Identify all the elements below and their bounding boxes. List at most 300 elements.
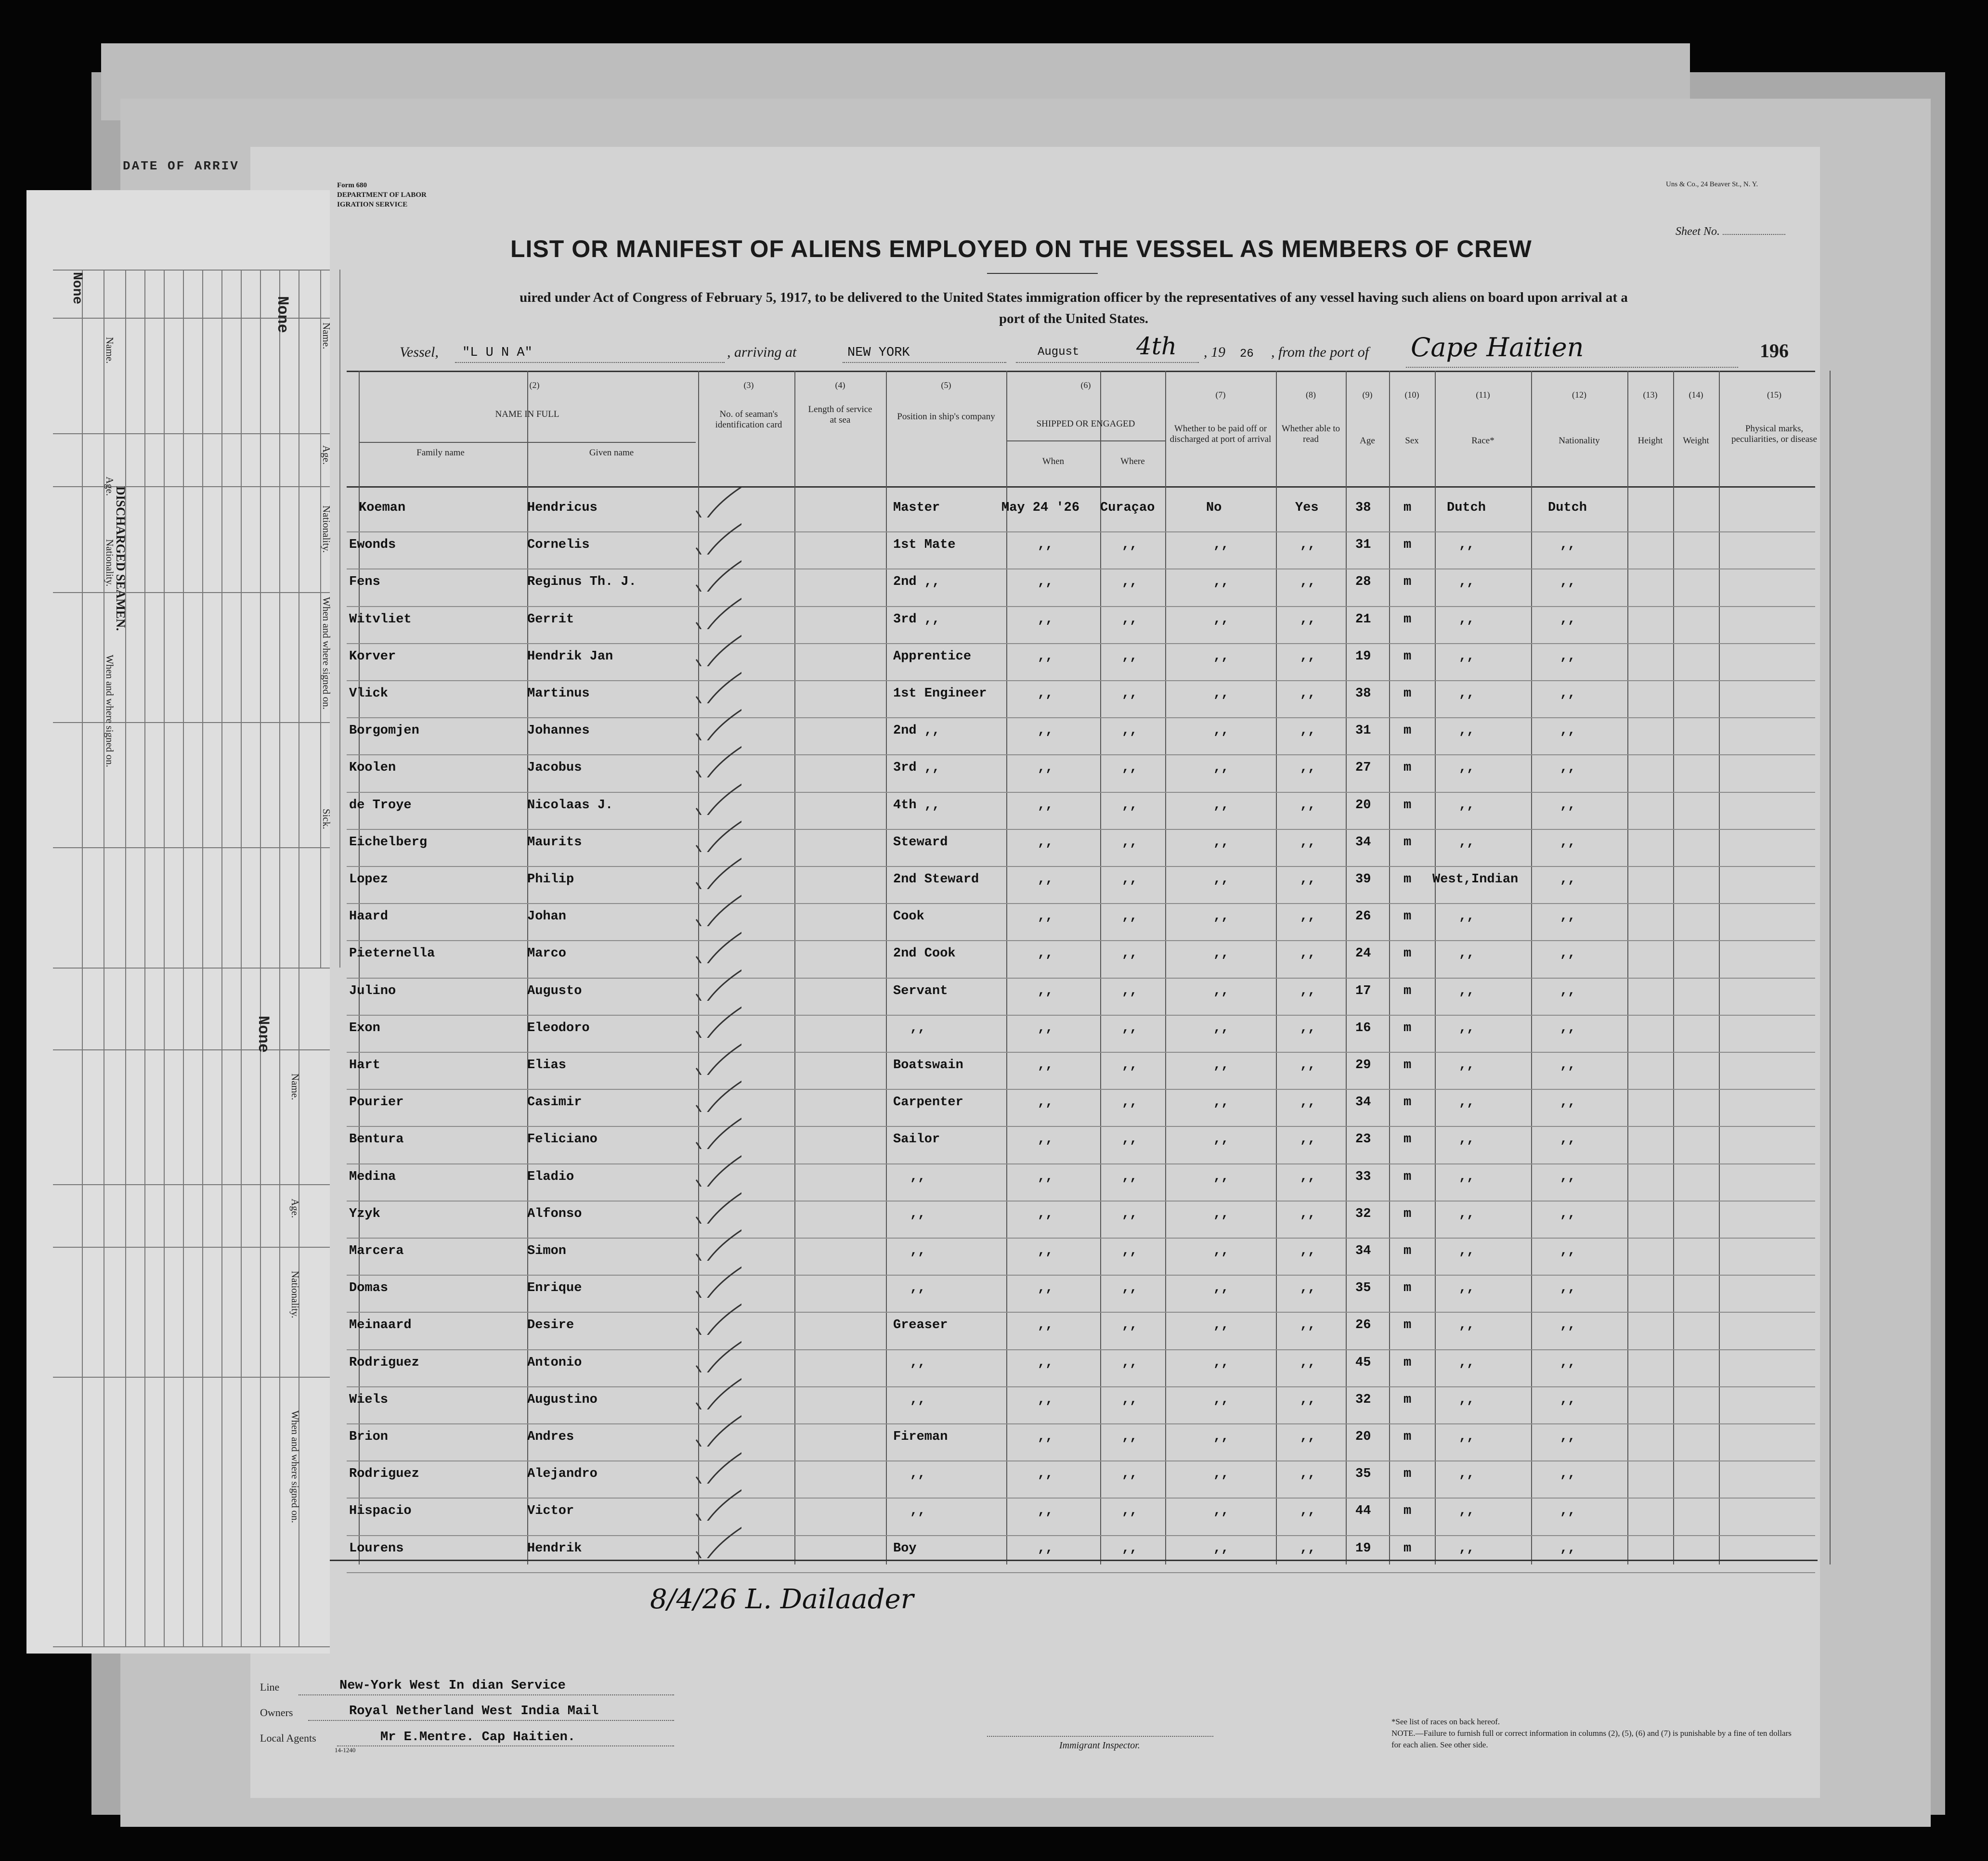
grid-row-rule	[347, 1572, 1815, 1573]
crew-when-cell: ,,	[1038, 1132, 1053, 1147]
immigrant-inspector-label: Immigrant Inspector.	[1059, 1740, 1140, 1751]
crew-when-cell: ,,	[1038, 761, 1053, 775]
grid-row-rule	[347, 1238, 1815, 1239]
year-prefix: , 19	[1204, 344, 1225, 360]
crew-race-cell: ,,	[1459, 835, 1475, 850]
crew-given-cell: Philip	[527, 872, 574, 887]
crew-paid-cell: ,,	[1213, 1058, 1229, 1073]
crew-given-cell: Nicolaas J.	[527, 798, 613, 813]
crew-position-cell: 2nd Steward	[893, 872, 979, 887]
crew-given-cell: Augustino	[527, 1392, 598, 1407]
crew-when-cell: ,,	[1038, 1206, 1053, 1221]
crew-where-cell: ,,	[1122, 872, 1138, 887]
crew-age-cell: 38	[1355, 501, 1371, 515]
check-mark-icon	[693, 930, 741, 963]
crew-read-cell: ,,	[1300, 798, 1316, 813]
grid-row-rule	[347, 1089, 1815, 1090]
crew-where-cell: ,,	[1122, 1132, 1138, 1147]
crew-race-cell: ,,	[1459, 1430, 1475, 1444]
line-value: New-York West In dian Service	[339, 1679, 566, 1693]
race-header: Race*	[1471, 436, 1494, 446]
crew-when-cell: ,,	[1038, 1392, 1053, 1407]
slip-rule	[339, 270, 340, 968]
check-mark-icon	[693, 1339, 741, 1372]
check-mark-icon	[693, 1450, 741, 1484]
crew-position-cell: 3rd ,,	[893, 612, 940, 627]
crew-age-cell: 20	[1355, 798, 1371, 813]
slip-rule	[221, 968, 222, 1646]
crew-when-cell: ,,	[1038, 1058, 1053, 1073]
owners-label: Owners	[260, 1706, 293, 1719]
crew-read-cell: ,,	[1300, 983, 1316, 998]
crew-family-cell: Rodriguez	[349, 1355, 419, 1370]
slip-rule	[53, 1247, 330, 1248]
crew-given-cell: Marco	[527, 946, 567, 961]
crew-sex-cell: m	[1403, 501, 1412, 515]
age-header: Age	[1360, 436, 1375, 446]
crew-race-cell: ,,	[1459, 649, 1475, 664]
check-mark-icon	[693, 744, 741, 777]
act-line: port of the United States.	[999, 311, 1149, 326]
slip-none-top: None	[273, 296, 291, 333]
crew-where-cell: ,,	[1122, 983, 1138, 998]
grid-row-rule	[347, 792, 1815, 793]
crew-family-cell: Witvliet	[349, 612, 412, 627]
crew-paid-cell: ,,	[1213, 1206, 1229, 1221]
crew-read-cell: ,,	[1300, 575, 1316, 590]
slip-rule	[82, 270, 83, 968]
crew-paid-cell: ,,	[1213, 946, 1229, 961]
crew-sex-cell: m	[1403, 724, 1412, 738]
grid-column-rule	[1346, 371, 1347, 1564]
crew-where-cell: ,,	[1122, 686, 1138, 701]
crew-nat-cell: ,,	[1560, 798, 1576, 813]
crew-nat-cell: ,,	[1560, 872, 1576, 887]
arriving-port: NEW YORK	[847, 346, 910, 360]
slip-none-left: None	[69, 272, 84, 305]
grid-column-rule	[1276, 371, 1277, 1564]
check-mark-icon	[693, 1078, 741, 1112]
crew-position-cell: Boy	[893, 1541, 917, 1556]
crew-nat-cell: ,,	[1560, 1021, 1576, 1035]
crew-age-cell: 32	[1355, 1392, 1371, 1407]
crew-when-cell: ,,	[1038, 1244, 1053, 1258]
crew-age-cell: 28	[1355, 575, 1371, 590]
crew-given-cell: Simon	[527, 1244, 567, 1258]
crew-read-cell: ,,	[1300, 1392, 1316, 1407]
crew-race-cell: ,,	[1459, 1504, 1475, 1519]
crew-read-cell: ,,	[1300, 1095, 1316, 1110]
crew-age-cell: 38	[1355, 686, 1371, 701]
printer-imprint: Uns & Co., 24 Beaver St., N. Y.	[1666, 181, 1758, 188]
discharged-seamen-slip	[26, 190, 330, 1654]
grid-column-rule	[1830, 371, 1831, 1564]
vessel-name: "L U N A"	[462, 346, 533, 360]
crew-when-cell: ,,	[1038, 983, 1053, 998]
crew-nat-cell: ,,	[1560, 575, 1576, 590]
crew-race-cell: West,Indian	[1432, 872, 1519, 887]
crew-nat-cell: ,,	[1560, 835, 1576, 850]
crew-when-cell: ,,	[1038, 1504, 1053, 1519]
crew-given-cell: Feliciano	[527, 1132, 598, 1147]
check-mark-icon	[693, 1301, 741, 1335]
slip-rule	[53, 486, 330, 487]
crew-race-cell: ,,	[1459, 1467, 1475, 1482]
crew-read-cell: ,,	[1300, 1281, 1316, 1296]
slip-rule	[144, 270, 145, 968]
crew-sex-cell: m	[1403, 1355, 1412, 1370]
crew-when-cell: ,,	[1038, 946, 1053, 961]
check-mark-icon	[693, 595, 741, 629]
slip-rule	[53, 1049, 330, 1050]
grid-row-rule	[347, 1201, 1815, 1202]
grid-column-rule	[1100, 371, 1101, 1564]
crew-position-cell: Servant	[893, 983, 948, 998]
grid-row-rule	[347, 940, 1815, 941]
crew-when-cell: ,,	[1038, 1021, 1053, 1035]
crew-age-cell: 34	[1355, 1244, 1371, 1258]
slip-rule	[53, 1184, 330, 1185]
crew-paid-cell: ,,	[1213, 1169, 1229, 1184]
crew-sex-cell: m	[1403, 612, 1412, 627]
crew-when-cell: ,,	[1038, 1169, 1053, 1184]
crew-paid-cell: ,,	[1213, 798, 1229, 813]
crew-age-cell: 34	[1355, 835, 1371, 850]
crew-nat-cell: ,,	[1560, 1318, 1576, 1333]
crew-sex-cell: m	[1403, 1021, 1412, 1035]
check-mark-icon	[693, 1190, 741, 1224]
slip-sick-label: Sick.	[321, 809, 332, 829]
slip-name-label-right: Name.	[321, 323, 332, 349]
col-num-11: (11)	[1476, 390, 1490, 400]
col-num-14: (14)	[1689, 390, 1703, 400]
grid-row-rule	[347, 531, 1815, 532]
grid-column-rule	[1006, 371, 1007, 1564]
crew-nat-cell: ,,	[1560, 909, 1576, 924]
crew-given-cell: Elias	[527, 1058, 567, 1073]
crew-nat-cell: ,,	[1560, 1132, 1576, 1147]
crew-age-cell: 26	[1355, 1318, 1371, 1333]
slip-rule	[260, 968, 261, 1646]
slip-when-where-label-lower: When and where signed on.	[289, 1410, 301, 1523]
crew-nat-cell: ,,	[1560, 612, 1576, 627]
slip-age-label-right: Age.	[321, 445, 332, 465]
grid-row-rule	[347, 829, 1815, 830]
slip-nationality-label: Nationality.	[104, 539, 116, 587]
crew-family-cell: Wiels	[349, 1392, 389, 1407]
crew-read-cell: ,,	[1300, 1504, 1316, 1519]
crew-race-cell: ,,	[1459, 798, 1475, 813]
crew-age-cell: 34	[1355, 1095, 1371, 1110]
check-mark-icon	[693, 892, 741, 926]
grid-row-rule	[347, 978, 1815, 979]
from-port: Cape Haitien	[1411, 332, 1584, 362]
check-mark-icon	[693, 484, 741, 517]
crew-sex-cell: m	[1403, 1318, 1412, 1333]
crew-age-cell: 33	[1355, 1169, 1371, 1184]
grid-row-rule	[347, 866, 1815, 867]
crew-paid-cell: ,,	[1213, 1430, 1229, 1444]
from-label: , from the port of	[1271, 344, 1369, 360]
crew-race-cell: ,,	[1459, 761, 1475, 775]
crew-where-cell: ,,	[1122, 909, 1138, 924]
title-rule	[987, 273, 1098, 274]
crew-paid-cell: ,,	[1213, 1281, 1229, 1296]
crew-read-cell: ,,	[1300, 1132, 1316, 1147]
able-read-header: Whether able to read	[1281, 424, 1340, 444]
crew-read-cell: ,,	[1300, 724, 1316, 738]
crew-given-cell: Antonio	[527, 1355, 582, 1370]
agents-value: Mr E.Mentre. Cap Haitien.	[380, 1730, 576, 1745]
arriving-label: , arriving at	[727, 344, 797, 360]
col-num-4: (4)	[835, 380, 845, 390]
crew-family-cell: Vlick	[349, 686, 389, 701]
crew-age-cell: 39	[1355, 872, 1371, 887]
crew-given-cell: Casimir	[527, 1095, 582, 1110]
crew-family-cell: Lopez	[349, 872, 389, 887]
vessel-label: Vessel,	[400, 344, 439, 360]
crew-position-cell: 3rd ,,	[893, 761, 940, 775]
crew-sex-cell: m	[1403, 686, 1412, 701]
grid-column-rule	[886, 371, 887, 1564]
crew-family-cell: Pourier	[349, 1095, 404, 1110]
crew-read-cell: ,,	[1300, 1169, 1316, 1184]
crew-when-cell: ,,	[1038, 1467, 1053, 1482]
grid-row-rule	[347, 1423, 1815, 1424]
crew-given-cell: Jacobus	[527, 761, 582, 775]
crew-where-cell: ,,	[1122, 1095, 1138, 1110]
name-in-full-header: NAME IN FULL	[495, 409, 559, 419]
crew-family-cell: Korver	[349, 649, 396, 664]
line-label: Line	[260, 1681, 280, 1693]
position-header: Position in ship's company	[897, 412, 995, 422]
crew-nat-cell: ,,	[1560, 649, 1576, 664]
slip-name-label: Name.	[104, 337, 116, 364]
crew-given-cell: Martinus	[527, 686, 590, 701]
crew-paid-cell: ,,	[1213, 649, 1229, 664]
crew-where-cell: ,,	[1122, 724, 1138, 738]
crew-paid-cell: ,,	[1213, 575, 1229, 590]
crew-nat-cell: ,,	[1560, 1244, 1576, 1258]
crew-where-cell: ,,	[1122, 1206, 1138, 1221]
crew-position-cell: ,,	[910, 1206, 926, 1221]
crew-sex-cell: m	[1403, 798, 1412, 813]
crew-family-cell: Koolen	[349, 761, 396, 775]
crew-paid-cell: ,,	[1213, 1355, 1229, 1370]
crew-sex-cell: m	[1403, 1244, 1412, 1258]
crew-when-cell: ,,	[1038, 1430, 1053, 1444]
physical-header: Physical marks, peculiarities, or disease	[1731, 424, 1817, 444]
crew-where-cell: ,,	[1122, 1541, 1138, 1556]
crew-read-cell: ,,	[1300, 909, 1316, 924]
footnote-penalty: NOTE.—Failure to furnish full or correct information in columns (2), (5), (6) and (7) is punishable by a fine of ten dollars for each alien. See other side.	[1391, 1729, 1792, 1749]
year-suffix: 26	[1240, 348, 1254, 361]
slip-rule	[53, 722, 330, 723]
crew-nat-cell: ,,	[1560, 761, 1576, 775]
crew-family-cell: Yzyk	[349, 1206, 380, 1221]
crew-given-cell: Johannes	[527, 724, 590, 738]
crew-read-cell: ,,	[1300, 872, 1316, 887]
crew-given-cell: Reginus Th. J.	[527, 575, 637, 590]
check-mark-icon	[693, 1413, 741, 1447]
crew-sex-cell: m	[1403, 1206, 1412, 1221]
crew-position-cell: ,,	[910, 1392, 926, 1407]
crew-paid-cell: ,,	[1213, 761, 1229, 775]
crew-read-cell: ,,	[1300, 538, 1316, 553]
col-num-8: (8)	[1306, 390, 1316, 400]
crew-race-cell: ,,	[1459, 724, 1475, 738]
grid-row-rule	[347, 1126, 1815, 1127]
crew-race-cell: ,,	[1459, 1318, 1475, 1333]
crew-where-cell: ,,	[1122, 946, 1138, 961]
crew-position-cell: Steward	[893, 835, 948, 850]
crew-age-cell: 24	[1355, 946, 1371, 961]
crew-when-cell: ,,	[1038, 872, 1053, 887]
crew-position-cell: ,,	[910, 1169, 926, 1184]
crew-age-cell: 19	[1355, 649, 1371, 664]
crew-position-cell: ,,	[910, 1244, 926, 1258]
crew-race-cell: ,,	[1459, 1281, 1475, 1296]
crew-read-cell: Yes	[1295, 501, 1319, 515]
crew-position-cell: ,,	[910, 1281, 926, 1296]
grid-row-rule	[347, 606, 1815, 607]
footer-rule	[253, 1560, 1818, 1561]
col-num-9: (9)	[1362, 390, 1373, 400]
grid-header-rule	[347, 486, 1815, 488]
grid-row-rule	[347, 1460, 1815, 1461]
footnote	[1391, 1716, 1801, 1751]
check-mark-icon	[693, 1227, 741, 1261]
grid-column-rule	[1719, 371, 1720, 1564]
crew-when-cell: ,,	[1038, 538, 1053, 553]
crew-read-cell: ,,	[1300, 1206, 1316, 1221]
slip-nationality-label-lower: Nationality.	[289, 1271, 301, 1318]
crew-nat-cell: ,,	[1560, 538, 1576, 553]
crew-nat-cell: ,,	[1560, 1058, 1576, 1073]
crew-where-cell: ,,	[1122, 538, 1138, 553]
check-mark-icon	[693, 521, 741, 555]
check-mark-icon	[693, 1153, 741, 1187]
crew-position-cell: 1st Engineer	[893, 686, 987, 701]
act-line: uired under Act of Congress of February 5, 1917, to be delivered to the United States immigration officer by the representatives of any vessel having such aliens on board upon arrival at a	[520, 290, 1628, 305]
col-num-5: (5)	[941, 380, 951, 390]
check-mark-icon	[693, 670, 741, 703]
grid-column-rule	[1435, 371, 1436, 1564]
crew-when-cell: May 24 '26	[1001, 501, 1080, 515]
crew-age-cell: 17	[1355, 983, 1371, 998]
crew-family-cell: Fens	[349, 575, 380, 590]
footnote-races: *See list of races on back hereof.	[1391, 1717, 1500, 1726]
crew-given-cell: Hendrik	[527, 1541, 582, 1556]
slip-rule	[53, 592, 330, 593]
crew-where-cell: ,,	[1122, 1504, 1138, 1519]
grid-row-rule	[347, 1015, 1815, 1016]
slip-rule	[53, 847, 330, 848]
slip-rule	[279, 270, 280, 968]
crew-family-cell: Marcera	[349, 1244, 404, 1258]
crew-when-cell: ,,	[1038, 1355, 1053, 1370]
owners-value: Royal Netherland West India Mail	[349, 1704, 599, 1719]
crew-age-cell: 31	[1355, 538, 1371, 553]
check-mark-icon	[693, 707, 741, 740]
crew-given-cell: Gerrit	[527, 612, 574, 627]
crew-sex-cell: m	[1403, 946, 1412, 961]
length-service-header: Length of service at sea	[808, 404, 872, 425]
crew-paid-cell: ,,	[1213, 724, 1229, 738]
crew-race-cell: ,,	[1459, 983, 1475, 998]
act-text	[337, 287, 1810, 329]
shipped-header: SHIPPED OR ENGAGED	[1036, 419, 1135, 429]
col-num-3: (3)	[743, 380, 754, 390]
slip-rule	[183, 270, 184, 968]
crew-given-cell: Eladio	[527, 1169, 574, 1184]
crew-sex-cell: m	[1403, 835, 1412, 850]
crew-where-cell: ,,	[1122, 1467, 1138, 1482]
crew-given-cell: Alejandro	[527, 1467, 598, 1482]
crew-age-cell: 44	[1355, 1504, 1371, 1519]
crew-nat-cell: ,,	[1560, 1206, 1576, 1221]
col-num-12: (12)	[1572, 390, 1586, 400]
slip-age-label: Age.	[104, 477, 116, 496]
form-line: IGRATION SERVICE	[337, 201, 408, 208]
crew-age-cell: 16	[1355, 1021, 1371, 1035]
crew-paid-cell: ,,	[1213, 1541, 1229, 1556]
slip-when-where-label: When and where signed on.	[104, 655, 116, 767]
crew-paid-cell: ,,	[1213, 1318, 1229, 1333]
crew-family-cell: Lourens	[349, 1541, 404, 1556]
crew-race-cell: ,,	[1459, 1132, 1475, 1147]
crew-race-cell: Dutch	[1447, 501, 1486, 515]
crew-where-cell: ,,	[1122, 1169, 1138, 1184]
grid-column-rule	[1627, 371, 1628, 1564]
grid-row-rule	[347, 903, 1815, 904]
crew-family-cell: Hispacio	[349, 1504, 412, 1519]
crew-age-cell: 23	[1355, 1132, 1371, 1147]
crew-race-cell: ,,	[1459, 575, 1475, 590]
crew-given-cell: Maurits	[527, 835, 582, 850]
crew-where-cell: ,,	[1122, 1392, 1138, 1407]
grid-row-rule	[347, 717, 1815, 718]
crew-paid-cell: ,,	[1213, 686, 1229, 701]
crew-age-cell: 20	[1355, 1430, 1371, 1444]
form-line: DEPARTMENT OF LABOR	[337, 191, 427, 199]
grid-row-rule	[347, 1498, 1815, 1499]
grid-row-rule	[347, 643, 1815, 644]
crew-given-cell: Desire	[527, 1318, 574, 1333]
paid-off-header: Whether to be paid off or discharged at port of arrival	[1169, 424, 1272, 444]
crew-sex-cell: m	[1403, 909, 1412, 924]
crew-position-cell: ,,	[910, 1021, 926, 1035]
crew-age-cell: 29	[1355, 1058, 1371, 1073]
crew-family-cell: Domas	[349, 1281, 389, 1296]
slip-rule	[53, 1646, 330, 1647]
crew-nat-cell: Dutch	[1548, 501, 1587, 515]
crew-paid-cell: ,,	[1213, 538, 1229, 553]
crew-family-cell: Rodriguez	[349, 1467, 419, 1482]
grid-row-rule	[347, 680, 1815, 681]
height-header: Height	[1637, 436, 1663, 446]
crew-given-cell: Eleodoro	[527, 1021, 590, 1035]
crew-where-cell: ,,	[1122, 1318, 1138, 1333]
crew-position-cell: Greaser	[893, 1318, 948, 1333]
crew-read-cell: ,,	[1300, 835, 1316, 850]
col-num-10: (10)	[1404, 390, 1419, 400]
col-num-15: (15)	[1767, 390, 1781, 400]
arrival-month: August	[1038, 346, 1079, 359]
crew-family-cell: de Troye	[349, 798, 412, 813]
crew-nat-cell: ,,	[1560, 983, 1576, 998]
crew-race-cell: ,,	[1459, 1355, 1475, 1370]
